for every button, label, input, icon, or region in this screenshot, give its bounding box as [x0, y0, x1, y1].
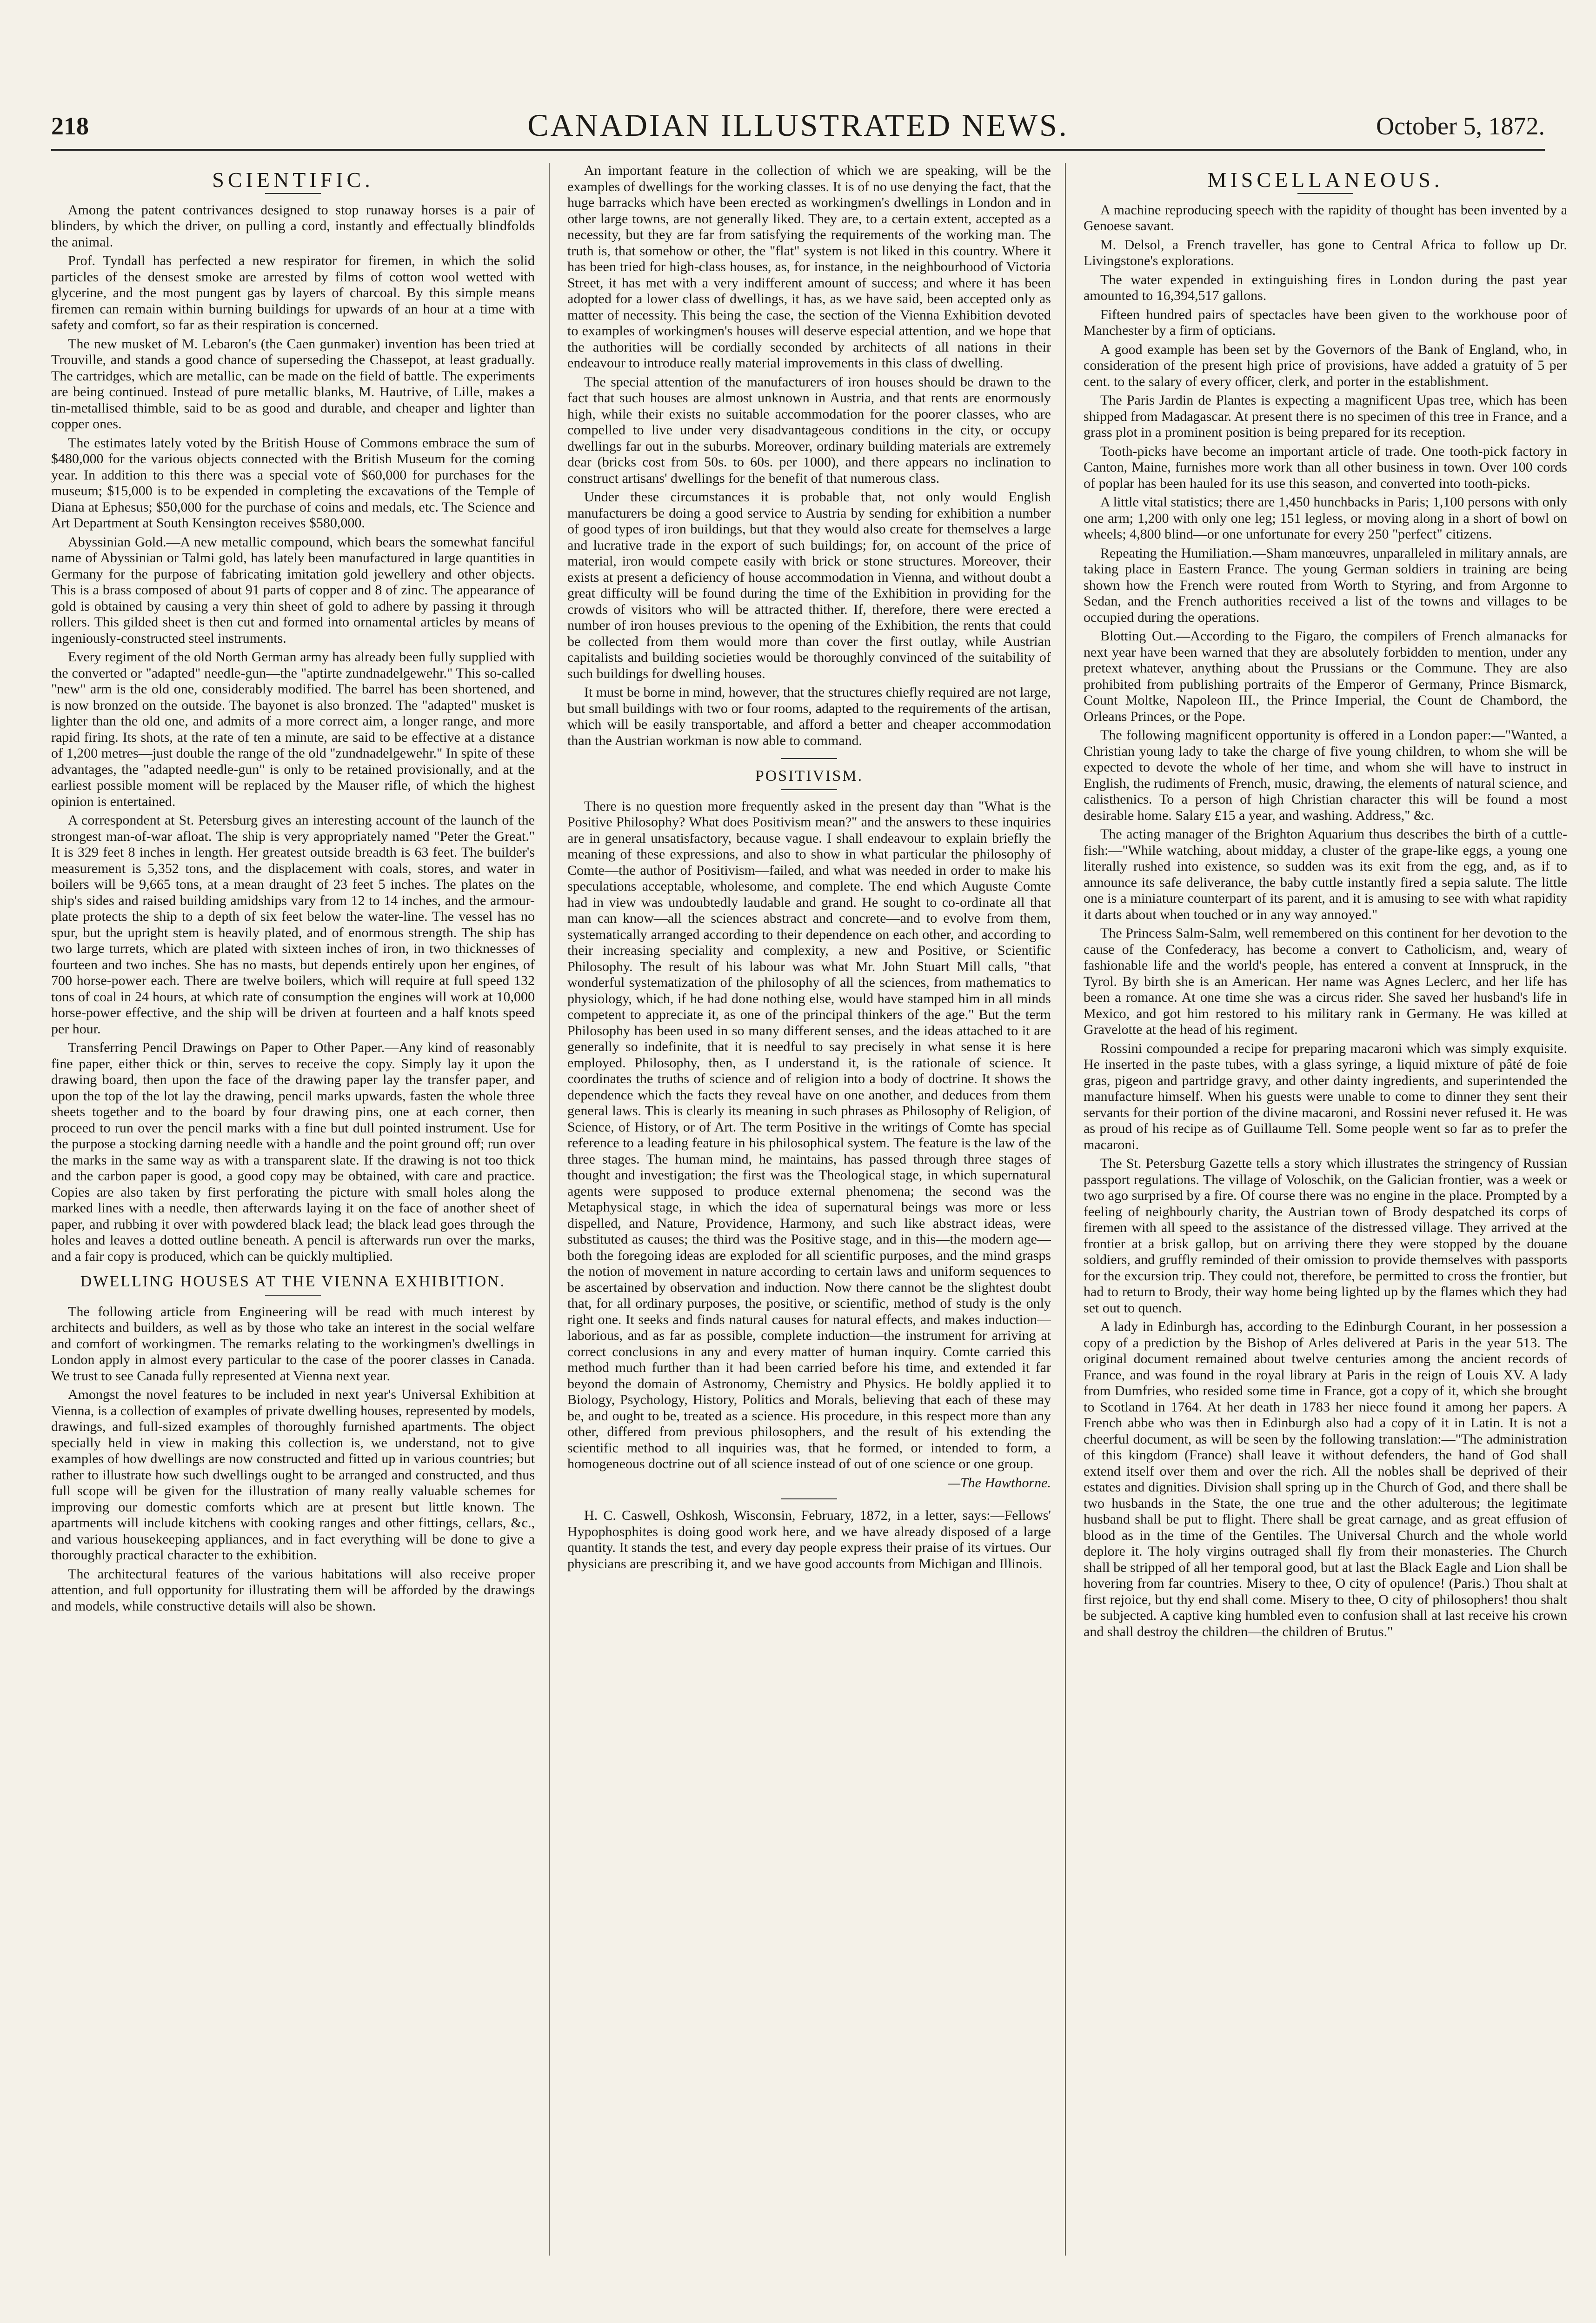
article-paragraph: Every regiment of the old North German army has already been fully supplied with the converted or "adapted" needle-gun—the "aptirte zundnadelgewehr." This so-called "new" arm is the old one, considerably modified. The barrel has been shortened, and is now bronzed on the outside. The bayonet is also bronzed. The "adapted" musket is lighter than the old one, and admits of a more correct aim, a longer range, and more rapid firing. Its shots, at the rate of ten a minute, are said to be effective at a distance of 1,200 metres—just double the range of the old "zundnadelgewehr." In spite of these advantages, the "adapted needle-gun" is only to be retained provisionally, and at the earliest possible moment will be replaced by the Mauser rifle, of which the highest opinion is entertained.	[51, 649, 535, 809]
misc-item: The St. Petersburg Gazette tells a story which illustrates the stringency of Russian passport regulations. The village of Voloschik, on the Galician frontier, was a week or two ago surprised by a fire. Of course there was no engine in the place. Prompted by a feeling of neighbourly charity, the Austrian town of Brody despatched its corps of firemen with all speed to the assistance of the distressed village. They arrived at the frontier at a brisk gallop, but on arriving there they were stopped by the douane soldiers, and gruffly reminded of their omission to provide themselves with passports for the excursion trip. They could not, therefore, be permitted to cross the frontier, but had to return to Brody, their way home being lighted up by the flames which they had set out to quench.	[1084, 1156, 1567, 1316]
misc-item: A good example has been set by the Governors of the Bank of England, who, in consideration of the present high price of provisions, have added a gratuity of 5 per cent. to the salary of every officer, clerk, and porter in the establishment.	[1084, 341, 1567, 389]
misc-item: Tooth-picks have become an important article of trade. One tooth-pick factory in Canton, Maine, furnishes more work than all other business in town. Over 100 cords of poplar has been hauled for its use this season, and converted into tooth-picks.	[1084, 443, 1567, 491]
misc-item: A little vital statistics; there are 1,450 hunchbacks in Paris; 1,100 persons with only one arm; 1,200 with only one leg; 151 legless, or moving along in a short of bowl on wheels; 4,800 blind—or one unfortunate for every 250 "perfect" citizens.	[1084, 494, 1567, 542]
newspaper-title: CANADIAN ILLUSTRATED NEWS.	[527, 107, 1069, 143]
article-paragraph: A correspondent at St. Petersburg gives an interesting account of the launch of the strongest man-of-war afloat. The ship is very appropriately named "Peter the Great." It is 329 feet 8 inches in length. Her greatest outside breadth is 63 feet. The builder's measurement is 5,352 tons, and the displacement with coals, stores, and water in boilers will be 9,665 tons, at a mean draught of 23 feet 5 inches. The plates on the ship's sides and raised building amidships vary from 12 to 14 inches, and the armour-plate protects the ship to a depth of six feet below the water-line. The vessel has no spur, but the upright stem is heavily plated, and of enormous strength. The ship has two large turrets, which are plated with sixteen inches of iron, in two thicknesses of fourteen and two inches. She has no masts, but depends entirely upon her engines, of 700 horse-power each. There are twelve boilers, which will require at full speed 132 tons of coal in 24 hours, at which rate of consumption the engines will work at 10,000 horse-power effective, and the ship will be driven at fourteen and a half knots speed per hour.	[51, 812, 535, 1037]
article-paragraph: Prof. Tyndall has perfected a new respirator for firemen, in which the solid particles of the densest smoke are arrested by films of cotton wool wetted with glycerine, and the most pungent gas by layers of charcoal. By this simple means firemen can remain within burning buildings for upwards of an hour at a time with safety and comfort, so far as their respiration is concerned.	[51, 253, 535, 333]
misc-item: Blotting Out.—According to the Figaro, the compilers of French almanacks for next year have been warned that they are absolutely forbidden to mention, under any pretext whatever, anything about the Prussians or the Commune. They are also prohibited from publishing portraits of the Emperor of Germany, Prince Bismarck, Count Moltke, Napoleon III., the Prince Imperial, the Count de Chambord, the Orleans Princes, or the Pope.	[1084, 628, 1567, 724]
article-paragraph: Transferring Pencil Drawings on Paper to Other Paper.—Any kind of reasonably fine paper, either thick or thin, serves to receive the copy. Simply lay it upon the drawing board, then upon the face of the drawing paper lay the transfer paper, and upon the top of the lot lay the drawing, pencil marks upwards, fasten the whole three sheets together and to the board by four drawing pins, one at each corner, then proceed to run over the pencil marks with a fine but dull pointed instrument. Use for the purpose a stocking darning needle with a handle and the point ground off; run over the marks in the same way as with a transparent slate. If the drawing is not too thick and the carbon paper is good, a good copy may be obtained, with care and practice. Copies are also taken by first perforating the picture with small holes along the marked lines with a needle, then afterwards laying it on the face of another sheet of paper, and rubbing it over with powdered black lead; the black lead goes through the holes and leaves a dotted outline beneath. A pencil is afterwards run over the marks, and a fair copy is produced, which can be quickly multiplied.	[51, 1040, 535, 1264]
advertisement-paragraph: H. C. Caswell, Oshkosh, Wisconsin, February, 1872, in a letter, says:—Fellows' Hypophosphites is doing good work here, and we have already disposed of a large quantity. It stands the test, and every day people express their praise of its virtues. Our physicians are prescribing it, and we have good accounts from Michigan and Illinois.	[567, 1508, 1051, 1571]
misc-item: The Paris Jardin de Plantes is expecting a magnificent Upas tree, which has been shipped from Madagascar. At present there is no specimen of this tree in France, and a grass plot in a prominent position is being prepared for its reception.	[1084, 393, 1567, 440]
article-paragraph: The special attention of the manufacturers of iron houses should be drawn to the fact that such houses are almost unknown in Austria, and that rents are enormously high, while their exists no suitable accommodation for the poorer classes, who are compelled to live under very disadvantageous conditions in the city, or occupy dwellings far out in the suburbs. Moreover, ordinary building materials are extremely dear (bricks cost from 50s. to 60s. per 1000), and there appears no inclination to construct artisans' dwellings for the benefit of that numerous class.	[567, 374, 1051, 486]
misc-item: The following magnificent opportunity is offered in a London paper:—"Wanted, a Christian young lady to take the charge of five young children, to whom she will be expected to devote the whole of her time, and whom she will have to instruct in English, the rudiments of French, music, drawing, the elements of natural science, and calisthenics. To a person of high Christian character this will be found a most desirable home. Salary £15 a year, and washing. Address," &c.	[1084, 727, 1567, 823]
article-separator	[781, 758, 837, 759]
column-divider	[549, 163, 550, 2256]
column-middle	[567, 163, 1051, 2283]
heading-rule	[1297, 193, 1353, 194]
article-signature: —The Hawthorne.	[948, 1475, 1051, 1491]
scientific-article	[51, 202, 535, 1265]
misc-item: The acting manager of the Brighton Aquarium thus describes the birth of a cuttle-fish:—"While watching, about midday, a cluster of the grape-like eggs, a young one literally rushed into existence, so sudden was its exit from the egg, and, as if to announce its safe deliverance, the baby cuttle instantly fired a sepia salute. The little one is a miniature counterpart of its parent, and it is amusing to see with what rapidity it darts about when touched or in any way annoyed."	[1084, 826, 1567, 922]
misc-item: The water expended in extinguishing fires in London during the past year amounted to 16,394,517 gallons.	[1084, 272, 1567, 303]
article-paragraph: There is no question more frequently asked in the present day than "What is the Positive Philosophy? What does Positivism mean?" and the answers to these inquiries are in general unsatisfactory, because vague. I shall endeavour to explain briefly the meaning of these expressions, and also to show in what particular the philosophy of Comte—the author of Positivism—failed, and what was needed in order to make his speculations acceptable, wholesome, and complete. The end which Auguste Comte had in view was undoubtedly laudable and grand. He sought to co-ordinate all that man can know—all the sciences abstract and concrete—and to evolve from them, systematically arranged according to their dependence on each other, and according to their increasing speciality and complexity, a new and Positive, or Scientific Philosophy. The result of his labour was what Mr. John Stuart Mill calls, "that wonderful systematization of the philosophy of all the sciences, from mathematics to physiology, which, if he had done nothing else, would have stamped him in all minds competent to appreciate it, as one of the principal thinkers of the age." But the term Philosophy has been used in so many different senses, and the ideas attached to it are generally so indefinite, that it is needful to say precisely in what sense it is here employed. Philosophy, then, as I understand it, is the rationale of science. It coordinates the truths of science and of religion into a body of doctrine. It shows the dependence which the facts they reveal have on one another, and deduces from them general laws. This is clearly its meaning in such phrases as Philosophy of Religion, of Science, of History, or of Art. The term Positive in the writings of Comte has special reference to a leading feature in his philosophical system. The feature is the law of the three stages. The human mind, he maintains, has passed through three stages of thought and investigation; the first was the Theological stage, in which supernatural agents were supposed to produce external phenomena; the second was the Metaphysical stage, in which the idea of supernatural beings was more or less dispelled, and Nature, Providence, Harmony, and such like abstract ideas, were substituted as causes; the third was the Positive stage, and in this—the modern age—both the foregoing ideas are exploded for all scientific purposes, and the mind grasps the notion of movement in nature according to certain laws and uniform sequences to be ascertained by observation and induction. Now there cannot be the slightest doubt that, for all ordinary purposes, the positive, or scientific, method of study is the only right one. It seeks and finds natural causes for natural effects, and makes induction—laborious, and as far as possible, complete induction—the instrument for arriving at correct conclusions in any and every matter of human inquiry. Comte carried this method much further than it had been carried before his time, and extended it far beyond the domain of Astronomy, Chemistry and Physics. He boldly applied it to Biology, Psychology, History, Politics and Morals, believing that each of these may be, and ought to be, treated as a science. His procedure, in this respect more than any other, differed from previous philosophers, and the result of his extending the scientific method to all inquiries was, that he formed, or intended to form, a homogeneous doctrine out of all science instead of out of one science or one group.	[567, 798, 1051, 1471]
column-right	[1084, 163, 1567, 2283]
article-paragraph: Under these circumstances it is probable that, not only would English manufacturers be doing a good service to Austria by sending for exhibition a number of good types of iron buildings, but that they would also create for themselves a large and lucrative trade in the export of such buildings; for, on account of the price of material, iron would compete easily with brick or stone structures. Moreover, their exists at present a deficiency of house accommodation in Vienna, and without doubt a great difficulty will be found during the time of the Exhibition in providing for the crowds of visitors who will be attracted thither. If, therefore, there were erected a number of iron houses previous to the opening of the Exhibition, the rents that could be collected from them would more than cover the first outlay, while Austrian capitalists and building societies would be thoroughly convinced of the suitability of such buildings for dwelling houses.	[567, 489, 1051, 681]
issue-date: October 5, 1872.	[1376, 112, 1545, 140]
misc-item: M. Delsol, a French traveller, has gone to Central Africa to follow up Dr. Livingstone's explorations.	[1084, 237, 1567, 268]
column-left	[51, 163, 535, 2283]
heading-rule	[781, 789, 837, 790]
article-paragraph: An important feature in the collection of which we are speaking, will be the examples of dwellings for the working classes. It is of no use denying the fact, that the huge barracks which have been erected as workingmen's dwellings in London and in other large towns, are not generally liked. They are, to a certain extent, accepted as a necessity, but they are far from satisfying the requirements of the working man. The truth is, that somehow or other, the "flat" system is not liked in this country. Where it has been tried for high-class houses, as, for instance, in the neighbourhood of Victoria Street, it has met with a very indifferent amount of success; and where it has been adopted for a lower class of dwellings, it has, as we have said, been accepted only as matter of necessity. This being the case, the section of the Vienna Exhibition devoted to examples of workingmen's houses will deserve especial attention, and we hope that the authorities will be cordially seconded by architects of all nations in their endeavour to introduce really material improvements in this class of dwelling.	[567, 163, 1051, 371]
misc-item: Fifteen hundred pairs of spectacles have been given to the workhouse poor of Manchester by a firm of opticians.	[1084, 306, 1567, 338]
article-paragraph: The new musket of M. Lebaron's (the Caen gunmaker) invention has been tried at Trouville, and stands a good chance of superseding the Chassepot, at least gradually. The cartridges, which are metallic, can be made on the field of battle. The experiments are being continued. Instead of pure metallic blanks, M. Hautrive, of Lille, makes a tin-metallised thimble, said to be as good and durable, and cheaper and lighter than copper ones.	[51, 336, 535, 432]
column-divider	[1065, 163, 1066, 2256]
article-paragraph: Amongst the novel features to be included in next year's Universal Exhibition at Vienna, is a collection of examples of private dwelling houses, represented by models, drawings, and full-sized examples of thoroughly furnished apartments. The object specially held in view in making this collection is, we understand, not to give examples of how dwellings are now constructed and fitted up in various countries; but rather to illustrate how such dwellings ought to be arranged and constructed, and thus full scope will be given for the illustration of many really valuable schemes for improving our domestic comforts which are at present but little known. The apartments will include kitchens with cooking ranges and other fittings, cellars, &c., and various housekeeping appliances, and in fact everything will be done to give a thoroughly practical character to the exhibition.	[51, 1387, 535, 1563]
heading-rule	[265, 1295, 321, 1296]
section-heading-positivism: POSITIVISM.	[755, 767, 864, 785]
article-separator	[781, 1498, 837, 1499]
article-paragraph: Among the patent contrivances designed to stop runaway horses is a pair of blinders, by which the driver, on pulling a cord, instantly and effectually blindfolds the animal.	[51, 202, 535, 250]
article-paragraph: It must be borne in mind, however, that the structures chiefly required are not large, but small buildings with two or four rooms, adapted to the requirements of the artisan, which will be easily transportable, and afford a better and cheaper accommodation than the Austrian workman is now able to command.	[567, 685, 1051, 748]
misc-item: The Princess Salm-Salm, well remembered on this continent for her devotion to the cause of the Confederacy, has become a convert to Catholicism, and, weary of fashionable life and the world's people, has entered a convent at Innspruck, in the Tyrol. By birth she is an American. Her name was Agnes Leclerc, and her life has been a romance. At one time she was a circus rider. She saved her husband's life in Mexico, and got him restored to his military rank in Germany. He was killed at Gravelotte at the head of his regiment.	[1084, 925, 1567, 1037]
misc-item: A machine reproducing speech with the rapidity of thought has been invented by a Genoese savant.	[1084, 202, 1567, 233]
heading-rule	[265, 193, 321, 194]
article-paragraph: Abyssinian Gold.—A new metallic compound, which bears the somewhat fanciful name of Abyssinian or Talmi gold, has lately been manufactured in large quantities in Germany for the purpose of fabricating imitation gold jewellery and other objects. This is a brass composed of about 91 parts of copper and 8 of zinc. The appearance of gold is obtained by causing a very thin sheet of gold to adhere by passing it through rollers. This gilded sheet is then cut and formed into ornamental articles by means of ingeniously-constructed steel instruments.	[51, 534, 535, 646]
article-paragraph: The architectural features of the various habitations will also receive proper attention, and full opportunity for illustrating them will be afforded by the drawings and models, while constructive details will also be shown.	[51, 1566, 535, 1614]
misc-item: A lady in Edinburgh has, according to the Edinburgh Courant, in her possession a copy of a prediction by the Bishop of Arles delivered at Paris in the year 513. The original document remained about twelve centuries among the ancient records of France, and was found in the royal library at Paris in the reign of Louis XV. A lady from Dumfries, who resided some time in France, got a copy of it, which she brought to Scotland in 1764. At her death in 1783 her niece found it among her papers. A French abbe who was then in Edinburgh also had a copy of it in Latin. It is not a cheerful document, as will be seen by the following translation:—"The administration of this kingdom (France) shall leave it without defenders, the hand of God shall extend itself over them and over the rich. All the nobles shall be deprived of their estates and dignities. Division shall spring up in the Church of God, and there shall be two husbands in the State, the one true and the other adulterous; the legitimate husband shall be put to flight. There shall be great carnage, and as great effusion of blood as in the time of the Gentiles. The Universal Church and the whole world deplore it. The holy virgins outraged shall fly from their monasteries. The Church shall be stripped of all her temporal good, but at last the Black Eagle and Lion shall be hovering from far countries. Misery to thee, O city of opulence! (Paris.) Thou shalt at first rejoice, but thy end shall come. Misery to thee, O city of philosophers! thou shalt be subjected. A captive king humbled even to confusion shall at last receive his crown and shall destroy the children—the children of Brutus."	[1084, 1319, 1567, 1639]
misc-item: Rossini compounded a recipe for preparing macaroni which was simply exquisite. He inserted in the paste tubes, with a glass syringe, a liquid mixture of pâté de foie gras, pigeon and partridge gravy, and other dainty ingredients, and superintended the manufacture himself. When his guests were unable to come to dinner they sent their servants for their portion of the divine macaroni, and Rossini never refused it. He was as proud of his recipe as of Guillaume Tell. Some people went so far as to prefer the macaroni.	[1084, 1040, 1567, 1152]
misc-item: Repeating the Humiliation.—Sham manœuvres, unparalleled in military annals, are taking place in Eastern France. The young German soldiers in training are being shown how the French were routed from Worth to Styring, and from Argonne to Sedan, and the French authorities received a list of the towns and villages to be occupied during the operations.	[1084, 545, 1567, 625]
page-number: 218	[51, 112, 89, 140]
page-header	[51, 93, 1545, 151]
section-heading-scientific: SCIENTIFIC.	[212, 168, 374, 192]
article-paragraph: The following article from Engineering will be read with much interest by architects and builders, as well as by those who take an interest in the social welfare and comfort of workingmen. The remarks relating to the workingmen's dwellings in London apply in almost every particular to the case of the poorer classes in Canada. We trust to see Canada fully represented at Vienna next year.	[51, 1304, 535, 1384]
section-heading-dwelling: DWELLING HOUSES AT THE VIENNA EXHIBITION.	[80, 1273, 506, 1290]
article-paragraph: The estimates lately voted by the British House of Commons embrace the sum of $480,000 for the various objects connected with the British Museum for the coming year. In addition to this there was a special vote of $60,000 for purchases for the museum; $15,000 is to be expended in completing the excavations of the Temple of Diana at Ephesus; $50,000 for the purchase of coins and medals, etc. The Science and Art Department at South Kensington receives $580,000.	[51, 435, 535, 531]
section-heading-miscellaneous: MISCELLANEOUS.	[1207, 168, 1443, 192]
